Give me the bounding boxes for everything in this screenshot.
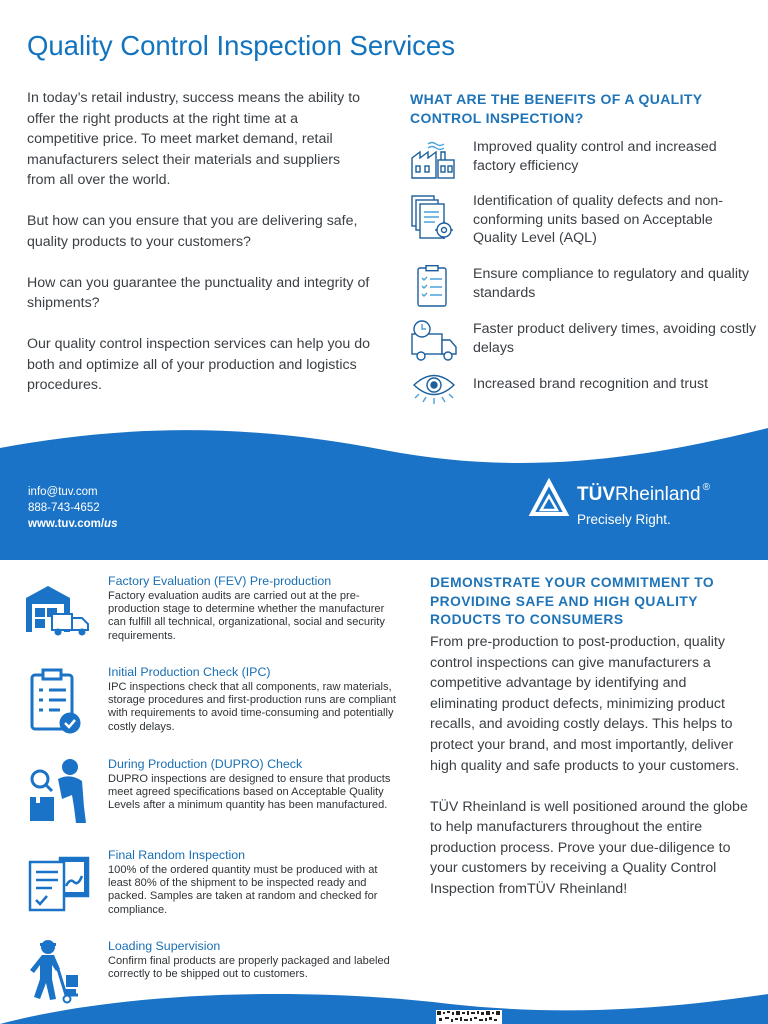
inspector-magnifier-icon: [22, 757, 100, 827]
eye-icon: [408, 368, 460, 412]
tuv-triangle-icon: [528, 478, 570, 518]
benefit-item: [408, 265, 758, 309]
delivery-truck-clock-icon: [408, 320, 460, 364]
step-text: IPC inspections check that all components, raw materials, storage procedures and first-production runs are compliant with requirements to avoid time-consuming and potentially costly delays.: [108, 681, 396, 733]
qr-code-icon: [436, 1010, 502, 1024]
inspection-report-icon: [22, 848, 100, 918]
benefit-text: Improved quality control and increased factory efficiency: [473, 139, 717, 174]
commitment-heading: DEMONSTRATE YOUR COMMITMENT TO PROVIDING SAFE AND HIGH QUALITY RODUCTS TO CONSUMERS: [430, 575, 715, 627]
step-title: Initial Production Check (IPC): [108, 665, 271, 679]
phone-number[interactable]: 888-743-4652: [28, 502, 100, 514]
step-text: Confirm final products are properly packaged and labeled correctly to be shipped out to customers.: [108, 955, 390, 981]
email-link[interactable]: info@tuv.com: [28, 486, 98, 498]
brand-name: TÜVRheinland ®: [577, 482, 710, 505]
intro-paragraph: In today’s retail industry, success means the ability to offer the right products at the right time at a competitive price. To meet market demand, retail manufacturers select their materials and suppliers from all over the world.: [27, 90, 361, 188]
commitment-body: [430, 632, 748, 920]
clipboard-check-icon: [22, 665, 100, 735]
step-text: 100% of the ordered quantity must be produced with at least 80% of the shipment to be inspected ready and packed. Samples are taken at random and checked for compliance.: [108, 864, 378, 916]
website-link[interactable]: www.tuv.com/us: [28, 518, 118, 530]
benefit-item: [408, 192, 758, 248]
benefit-item: [408, 320, 758, 364]
footer-wave: [0, 986, 768, 1024]
intro-paragraph: Our quality control inspection services can help you do both and optimize all of your production and logistics procedures.: [27, 336, 371, 393]
step-text: Factory evaluation audits are carried out at the pre-production stage to determine whether the manufacturer can fulfill all technical, organizational, social and security requirements.: [108, 590, 385, 642]
warehouse-truck-icon: [22, 574, 100, 644]
commitment-paragraph: TÜV Rheinland is well positioned around the globe to help manufacturers throughout the entire production process. Prove your due-diligence to your customers by receiving a Quality Control Inspection fromTÜV Rheinland!: [430, 798, 748, 898]
benefit-item: [408, 138, 758, 182]
commitment-paragraph: From pre-production to post-production, quality control inspections can give manufacturers a competitive advantage by identifying and eliminating product defects, minimizing product recalls, and avoiding costly delays. This helps to protect your brand, and most importantly, deliver high quality and safe products to your customers.: [430, 634, 740, 774]
brand-tagline: Precisely Right.: [577, 512, 671, 527]
contact-block: [28, 484, 117, 532]
factory-icon: [408, 138, 460, 182]
benefit-text: Ensure compliance to regulatory and quality standards: [473, 266, 750, 301]
tuv-rheinland-logo: [528, 478, 748, 532]
step-text: DUPRO inspections are designed to ensure that products meet agreed specifications based on Acceptable Quality Levels after a minimum quantity has been manufactured.: [108, 773, 391, 812]
page-title: Quality Control Inspection Services: [27, 30, 455, 61]
intro-paragraph: How can you guarantee the punctuality and integrity of shipments?: [27, 274, 370, 311]
benefits-heading: WHAT ARE THE BENEFITS OF A QUALITY CONTROL INSPECTION?: [410, 91, 703, 126]
benefit-text: Identification of quality defects and non-conforming units based on Acceptable Quality Level (AQL): [473, 193, 724, 246]
step-title: Final Random Inspection: [108, 848, 246, 862]
benefit-text: Increased brand recognition and trust: [473, 376, 709, 392]
step-title: Factory Evaluation (FEV) Pre-production: [108, 574, 332, 588]
step-title: During Production (DUPRO) Check: [108, 757, 303, 771]
intro-section: [27, 88, 372, 416]
step-title: Loading Supervision: [108, 939, 221, 953]
benefit-text: Faster product delivery times, avoiding costly delays: [473, 321, 757, 356]
benefit-item: [408, 368, 758, 412]
checklist-icon: [408, 265, 460, 309]
documents-gear-icon: [408, 192, 460, 242]
intro-paragraph: But how can you ensure that you are delivering safe, quality products to your customers?: [27, 213, 358, 250]
